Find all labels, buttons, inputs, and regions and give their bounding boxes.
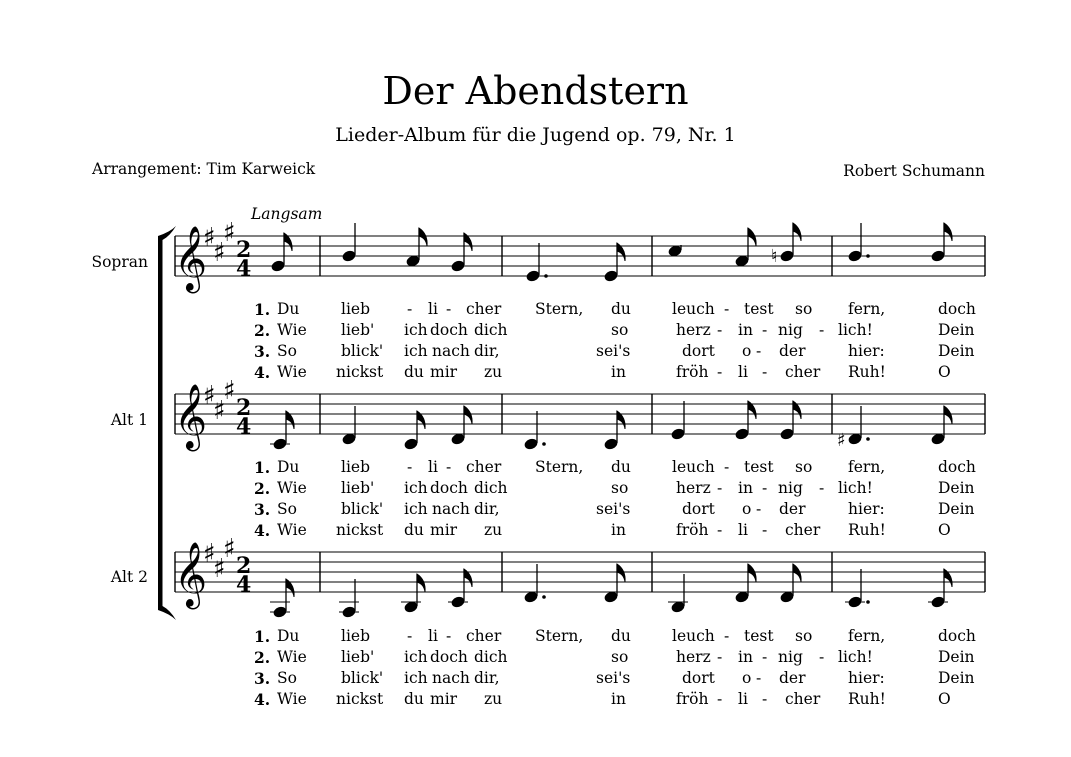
lyric-syllable: leuch xyxy=(672,300,715,318)
lyric-hyphen: - xyxy=(717,648,723,666)
lyric-syllable: mir xyxy=(430,690,458,708)
lyric-syllable: So xyxy=(277,342,297,360)
lyric-hyphen: - xyxy=(762,648,768,666)
lyric-hyphen: - xyxy=(446,300,452,318)
lyric-syllable: lich! xyxy=(838,479,873,497)
lyric-syllable: so xyxy=(795,627,813,645)
lyric-syllable: herz xyxy=(676,479,711,497)
lyric-syllable: Ruh! xyxy=(848,521,886,539)
lyric-syllable: mir xyxy=(430,521,458,539)
lyric-syllable: dir, xyxy=(474,500,500,518)
lyric-syllable: so xyxy=(611,321,629,339)
lyric-syllable: zu xyxy=(484,521,503,539)
lyric-syllable: Wie xyxy=(277,321,307,339)
lyric-syllable: sei's xyxy=(596,342,631,360)
lyric-syllable: lieb' xyxy=(341,648,375,666)
lyric-hyphen: - xyxy=(819,648,825,666)
lyric-syllable: Dein xyxy=(938,669,975,687)
lyric-syllable: herz xyxy=(676,648,711,666)
lyric-syllable: dich xyxy=(474,479,508,497)
verse-number: 4. xyxy=(254,521,271,540)
svg-text:♯: ♯ xyxy=(213,554,226,584)
lyric-syllable: du xyxy=(404,690,424,708)
lyric-syllable: nach xyxy=(432,500,470,518)
lyric-syllable: li xyxy=(738,363,748,381)
lyric-syllable: li xyxy=(738,690,748,708)
lyric-hyphen: - xyxy=(762,479,768,497)
lyric-syllable: in xyxy=(738,321,753,339)
lyric-syllable: in xyxy=(611,690,626,708)
verse-number: 4. xyxy=(254,363,271,382)
lyric-syllable: ich xyxy=(404,500,428,518)
svg-text:♯: ♯ xyxy=(223,376,236,406)
lyric-hyphen: - xyxy=(724,627,730,645)
lyric-syllable: cher xyxy=(466,300,502,318)
staff-label-alt1: Alt 1 xyxy=(110,411,148,429)
lyric-syllable: nickst xyxy=(336,363,384,381)
time-sig-numerator: 2 xyxy=(236,395,252,421)
svg-text:♯: ♯ xyxy=(203,223,216,253)
lyric-syllable: so xyxy=(795,300,813,318)
lyric-syllable: cher xyxy=(785,521,821,539)
lyric-syllable: lieb' xyxy=(341,479,375,497)
lyric-syllable: in xyxy=(738,479,753,497)
lyric-syllable: Wie xyxy=(277,521,307,539)
lyric-syllable: nickst xyxy=(336,521,384,539)
lyric-hyphen: - xyxy=(717,479,723,497)
verse-number: 2. xyxy=(254,479,271,498)
song-subtitle: Lieder-Album für die Jugend op. 79, Nr. 1 xyxy=(335,124,736,146)
lyric-syllable: in xyxy=(611,521,626,539)
lyric-syllable: So xyxy=(277,500,297,518)
lyric-syllable: so xyxy=(795,458,813,476)
composer-credit: Robert Schumann xyxy=(843,162,985,180)
time-sig-denominator: 4 xyxy=(236,256,252,282)
natural-sign-icon: ♮ xyxy=(771,246,778,267)
svg-text:♯: ♯ xyxy=(213,396,226,426)
lyric-hyphen: - xyxy=(717,690,723,708)
lyric-hyphen: - xyxy=(762,363,768,381)
verse-number: 1. xyxy=(254,458,271,477)
lyric-syllable: dich xyxy=(474,648,508,666)
lyric-syllable: ich xyxy=(404,321,428,339)
lyric-syllable: li xyxy=(428,300,438,318)
lyric-hyphen: - xyxy=(407,627,413,645)
lyric-hyphen: - xyxy=(717,321,723,339)
lyric-syllable: hier: xyxy=(848,669,885,687)
staff-label-alt2: Alt 2 xyxy=(110,568,148,586)
verse-number: 1. xyxy=(254,627,271,646)
lyric-syllable: zu xyxy=(484,363,503,381)
lyric-syllable: sei's xyxy=(596,500,631,518)
lyric-syllable: fern, xyxy=(848,458,886,476)
lyric-hyphen: - xyxy=(446,627,452,645)
lyric-syllable: nickst xyxy=(336,690,384,708)
verse-number: 3. xyxy=(254,342,271,361)
verse-number: 2. xyxy=(254,648,271,667)
lyric-syllable: leuch xyxy=(672,458,715,476)
lyric-syllable: Du xyxy=(277,300,300,318)
lyric-syllable: Du xyxy=(277,458,300,476)
lyric-syllable: o xyxy=(742,669,752,687)
lyric-syllable: fröh xyxy=(676,521,709,539)
key-signature-sharps xyxy=(203,376,236,426)
lyric-syllable: cher xyxy=(466,627,502,645)
time-sig-numerator: 2 xyxy=(236,237,252,263)
lyric-syllable: blick' xyxy=(341,669,384,687)
lyric-syllable: nig xyxy=(778,321,803,339)
lyric-syllable: nig xyxy=(778,479,803,497)
lyric-hyphen: - xyxy=(762,690,768,708)
lyric-syllable: fern, xyxy=(848,627,886,645)
lyric-syllable: Dein xyxy=(938,342,975,360)
lyric-hyphen: - xyxy=(446,458,452,476)
verse-number: 3. xyxy=(254,669,271,688)
svg-text:♯: ♯ xyxy=(203,381,216,411)
lyric-syllable: ich xyxy=(404,669,428,687)
lyric-syllable: ich xyxy=(404,342,428,360)
lyric-syllable: ich xyxy=(404,479,428,497)
lyric-syllable: ich xyxy=(404,648,428,666)
lyric-syllable: der xyxy=(779,342,806,360)
notes-sopran xyxy=(271,223,952,282)
lyric-hyphen: - xyxy=(819,479,825,497)
lyric-syllable: doch xyxy=(430,321,468,339)
lyric-syllable: fröh xyxy=(676,363,709,381)
svg-text:♯: ♯ xyxy=(223,534,236,564)
lyric-syllable: so xyxy=(611,648,629,666)
lyric-syllable: lieb xyxy=(341,300,371,318)
lyric-syllable: lieb xyxy=(341,458,371,476)
lyric-syllable: du xyxy=(404,363,424,381)
lyric-syllable: herz xyxy=(676,321,711,339)
lyric-syllable: der xyxy=(779,669,806,687)
time-sig-denominator: 4 xyxy=(236,414,252,440)
lyric-syllable: dort xyxy=(682,342,715,360)
lyric-syllable: dir, xyxy=(474,342,500,360)
lyric-syllable: Wie xyxy=(277,648,307,666)
lyric-syllable: Dein xyxy=(938,479,975,497)
lyric-syllable: dort xyxy=(682,669,715,687)
lyric-syllable: li xyxy=(428,627,438,645)
lyric-hyphen: - xyxy=(762,521,768,539)
lyric-syllable: cher xyxy=(466,458,502,476)
lyric-syllable: lieb' xyxy=(341,321,375,339)
lyric-syllable: du xyxy=(611,300,631,318)
lyric-syllable: Stern, xyxy=(535,627,584,645)
lyric-syllable: in xyxy=(611,363,626,381)
lyric-hyphen: - xyxy=(756,669,762,687)
lyric-syllable: mir xyxy=(430,363,458,381)
lyric-syllable: nach xyxy=(432,342,470,360)
lyric-hyphen: - xyxy=(717,521,723,539)
lyric-syllable: in xyxy=(738,648,753,666)
lyric-syllable: du xyxy=(404,521,424,539)
lyric-syllable: li xyxy=(428,458,438,476)
verse-number: 1. xyxy=(254,300,271,319)
lyric-syllable: doch xyxy=(430,648,468,666)
lyric-hyphen: - xyxy=(724,458,730,476)
time-sig-numerator: 2 xyxy=(236,553,252,579)
lyric-syllable: Ruh! xyxy=(848,363,886,381)
lyric-syllable: O xyxy=(938,690,951,708)
lyric-hyphen: - xyxy=(819,321,825,339)
lyric-syllable: cher xyxy=(785,690,821,708)
lyric-syllable: lieb xyxy=(341,627,371,645)
lyric-syllable: hier: xyxy=(848,500,885,518)
lyric-hyphen: - xyxy=(762,321,768,339)
lyric-syllable: Wie xyxy=(277,690,307,708)
staff-alt1 xyxy=(174,376,985,451)
lyric-syllable: blick' xyxy=(341,500,384,518)
verse-number: 2. xyxy=(254,321,271,340)
lyric-hyphen: - xyxy=(724,300,730,318)
lyric-hyphen: - xyxy=(756,342,762,360)
lyric-syllable: sei's xyxy=(596,669,631,687)
lyric-syllable: du xyxy=(611,458,631,476)
time-sig-denominator: 4 xyxy=(236,572,252,598)
staff-alt2 xyxy=(174,534,985,618)
lyric-syllable: dich xyxy=(474,321,508,339)
treble-clef-icon: 𝄞 xyxy=(174,226,208,291)
lyric-syllable: test xyxy=(744,458,774,476)
lyric-syllable: so xyxy=(611,479,629,497)
lyric-syllable: lich! xyxy=(838,648,873,666)
tempo-marking: Langsam xyxy=(251,205,323,223)
lyric-hyphen: - xyxy=(717,363,723,381)
lyric-hyphen: - xyxy=(756,500,762,518)
lyric-syllable: Ruh! xyxy=(848,690,886,708)
lyric-syllable: fern, xyxy=(848,300,886,318)
lyric-syllable: der xyxy=(779,500,806,518)
lyric-syllable: test xyxy=(744,300,774,318)
sharp-sign-icon: ♯ xyxy=(837,430,846,451)
lyric-syllable: Wie xyxy=(277,363,307,381)
lyric-syllable: Wie xyxy=(277,479,307,497)
lyric-syllable: zu xyxy=(484,690,503,708)
verse-number: 4. xyxy=(254,690,271,709)
lyric-syllable: Stern, xyxy=(535,458,584,476)
key-signature-sharps xyxy=(203,534,236,584)
lyric-syllable: doch xyxy=(938,458,976,476)
staff-sopran xyxy=(174,218,985,293)
treble-clef-icon: 𝄞 xyxy=(174,384,208,449)
staff-label-sopran: Sopran xyxy=(91,253,148,271)
lyric-syllable: test xyxy=(744,627,774,645)
lyric-syllable: So xyxy=(277,669,297,687)
key-signature-sharps xyxy=(203,218,236,268)
arranger-credit: Arrangement: Tim Karweick xyxy=(92,160,316,178)
notes-alt1 xyxy=(270,401,952,451)
lyric-syllable: nig xyxy=(778,648,803,666)
lyric-syllable: o xyxy=(742,500,752,518)
lyric-syllable: Du xyxy=(277,627,300,645)
lyric-syllable: Dein xyxy=(938,648,975,666)
lyric-syllable: Stern, xyxy=(535,300,584,318)
lyric-syllable: dort xyxy=(682,500,715,518)
song-title: Der Abendstern xyxy=(382,69,689,113)
lyric-syllable: O xyxy=(938,363,951,381)
lyric-syllable: dir, xyxy=(474,669,500,687)
lyric-syllable: o xyxy=(742,342,752,360)
verse-number: 3. xyxy=(254,500,271,519)
lyric-syllable: hier: xyxy=(848,342,885,360)
lyric-syllable: du xyxy=(611,627,631,645)
lyric-syllable: doch xyxy=(430,479,468,497)
lyric-syllable: fröh xyxy=(676,690,709,708)
lyric-syllable: li xyxy=(738,521,748,539)
lyric-syllable: cher xyxy=(785,363,821,381)
svg-text:♯: ♯ xyxy=(203,539,216,569)
lyric-syllable: Dein xyxy=(938,500,975,518)
lyric-syllable: O xyxy=(938,521,951,539)
svg-text:♯: ♯ xyxy=(213,238,226,268)
treble-clef-icon: 𝄞 xyxy=(174,542,208,607)
lyric-syllable: doch xyxy=(938,627,976,645)
lyric-syllable: Dein xyxy=(938,321,975,339)
lyric-hyphen: - xyxy=(407,300,413,318)
lyric-syllable: doch xyxy=(938,300,976,318)
lyric-syllable: lich! xyxy=(838,321,873,339)
lyric-syllable: leuch xyxy=(672,627,715,645)
lyric-syllable: blick' xyxy=(341,342,384,360)
lyric-syllable: nach xyxy=(432,669,470,687)
lyric-hyphen: - xyxy=(407,458,413,476)
svg-text:♯: ♯ xyxy=(223,218,236,248)
